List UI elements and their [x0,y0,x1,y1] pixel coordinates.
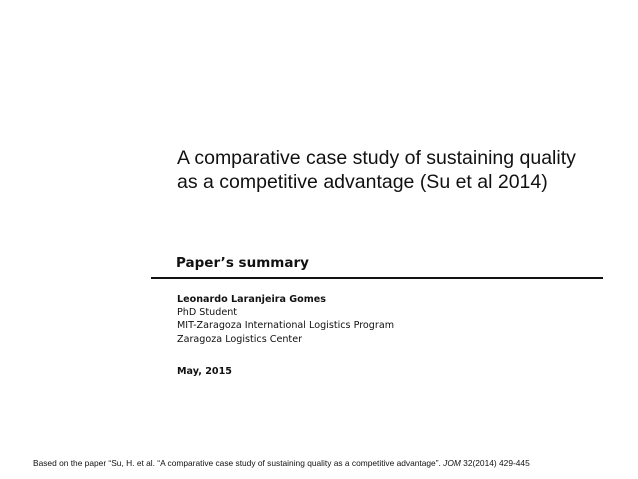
author-center: Zaragoza Logistics Center [177,333,303,345]
citation-journal: JOM [443,458,461,468]
citation-suffix: 32(2014) 429-445 [460,458,530,468]
slide-title: A comparative case study of sustaining quality as a competitive advantage (Su et al 2014) [177,147,576,193]
presentation-date: May, 2015 [177,366,232,377]
citation-footer [33,458,530,468]
author-block [177,293,394,346]
divider-line [151,277,603,279]
author-program: MIT-Zaragoza International Logistics Program [177,320,395,332]
author-role: PhD Student [177,307,238,319]
slide-subtitle: Paper’s summary [176,255,309,271]
author-name: Leonardo Laranjeira Gomes [177,294,326,305]
citation-prefix: Based on the paper “Su, H. et al. “A comparative case study of sustaining quality as a competitive advantage”. [33,458,444,468]
